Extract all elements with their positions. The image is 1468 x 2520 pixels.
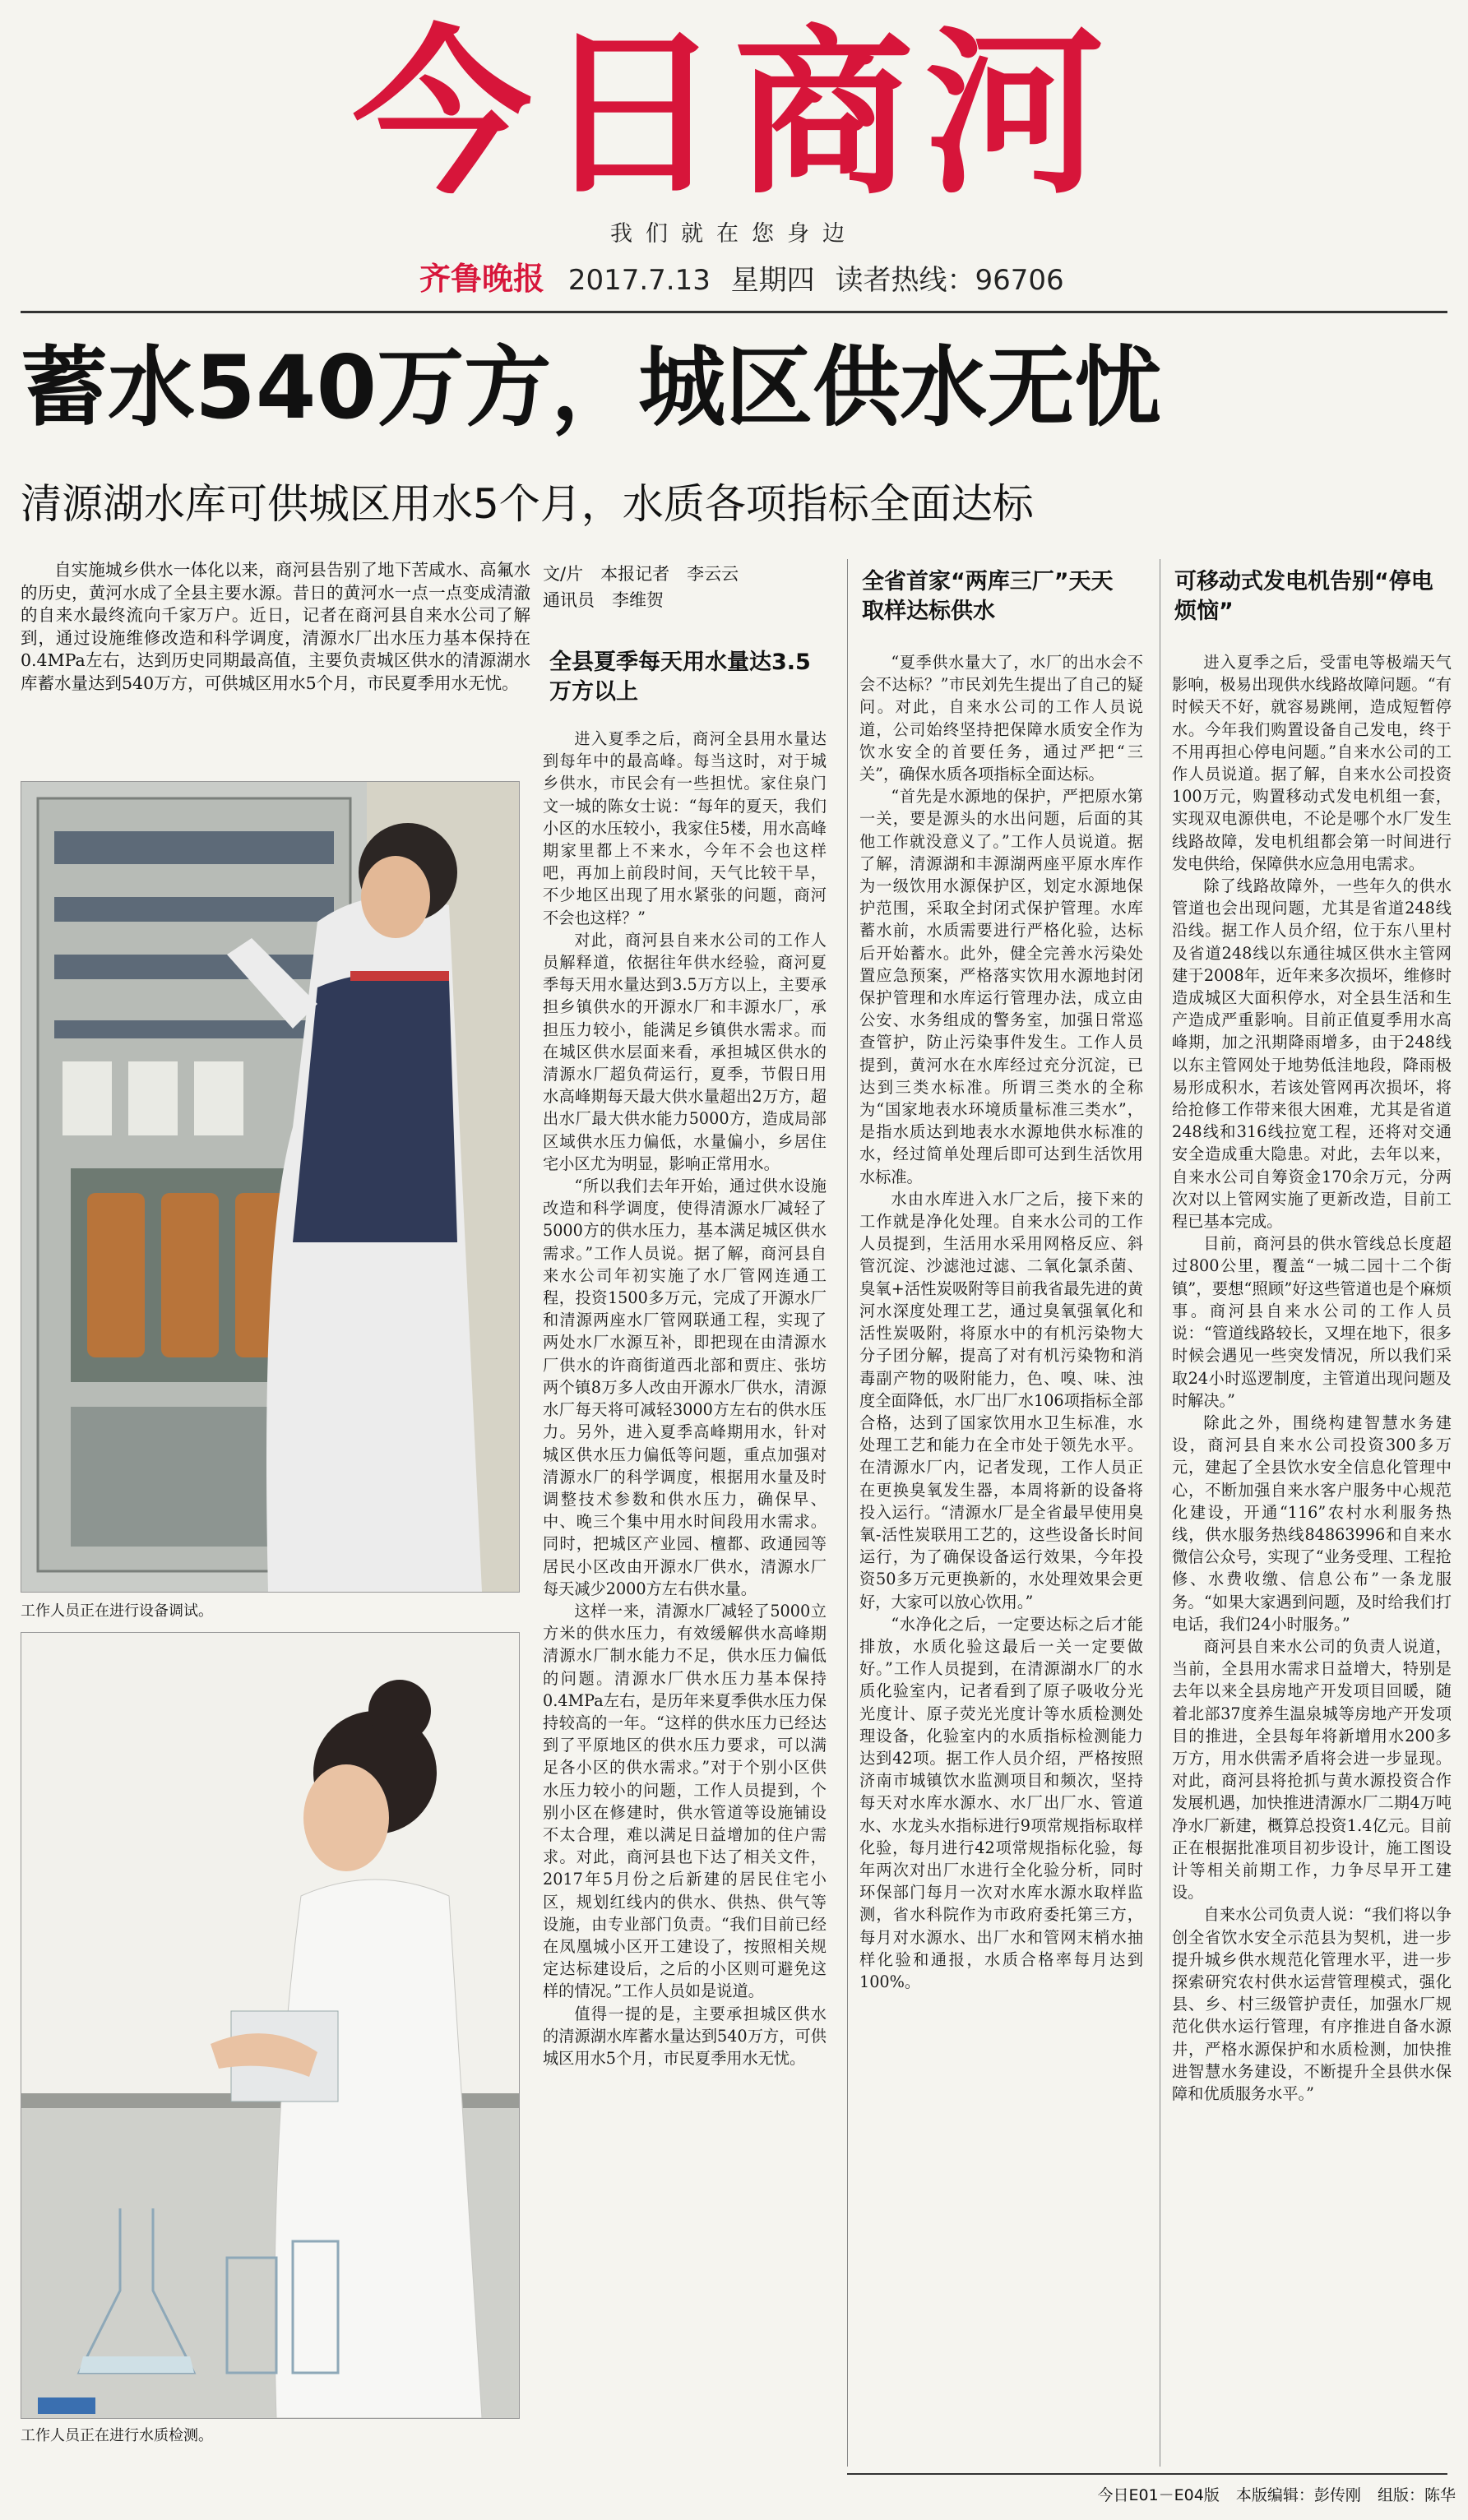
section-1-paragraph: “所以我们去年开始，通过供水设施改造和科学调度，使得清源水厂减轻了5000方的供水压力，基本满足城区供水需求。”工作人员说。据了解，商河县自来水公司年初实施了水厂管网连通工程，投资1500多万元，完成了开源水厂和清源两座水厂管网联通工程，实现了两处水厂水源互补，即把现在由清源水厂供水的许商街道西北部和贾庄、张坊两个镇8万多人改由开源水厂供水，清源水厂每天将可减轻3000方左右的供水压力。另外，进入夏季高峰期用水，针对城区供水压力偏低等问题，重点加强对清源水厂的科学调度，根据用水量及时调整技术参数和供水压力，确保早、中、晚三个集中用水时间段用水需求。同时，把城区产业园、檀都、政通园等居民小区改由开源水厂供水，清源水厂每天减少2000方左右供水量。 bbox=[543, 1177, 827, 1598]
page-footer bbox=[1061, 2483, 1456, 2505]
issue-date: 2017.7.13 bbox=[567, 264, 711, 297]
footer-rule bbox=[847, 2473, 1447, 2475]
section-3-paragraph: 商河县自来水公司的负责人说道，当前，全县用水需求日益增大，特别是去年以来全县房地产开发项目回暖，随着北部37度养生温泉城等房地产开发项目的推进，全县每年将新增用水200多万方，用水供需矛盾将会进一步显现。对此，商河县将抢抓与黄水源投资合作发展机遇，加快推进清源水厂二期4万吨净水厂新建，概算总投资1.4亿元。目前正在根据批准项目初步设计，施工图设计等相关前期工作，力争尽早开工建设。 bbox=[1172, 1636, 1452, 1903]
section-3-body bbox=[1172, 651, 1452, 2462]
section-1-paragraph: 这样一来，清源水厂减轻了5000立方米的供水压力，有效缓解供水高峰期清源水厂制水能力不足，供水压力偏低的问题。清源水厂供水压力基本保持0.4MPa左右，是历年来夏季供水压力保持较高的一年。“这样的供水压力已经达到了平原地区的供水压力要求，可以满足各小区的供水需求。”对于个别小区供水压力较小的问题，工作人员提到，个别小区在修建时，供水管道等设施铺设不太合理，难以满足日益增加的住户需求。对此，商河县也下达了相关文件，2017年5月份之后新建的居民住宅小区，规划红线内的供水、供热、供气等设施，由专业部门负责。“我们目前已经在凤凰城小区开工建设了，按照相关规定达标建设后，之后的小区则可避免这样的情况。”工作人员如是说道。 bbox=[543, 1601, 827, 2001]
section-2-paragraph: 水由水库进入水厂之后，接下来的工作就是净化处理。自来水公司的工作人员提到，生活用水采用网格反应、斜管沉淀、沙滤池过滤、二氧化氯杀菌、臭氧+活性炭吸附等目前我省最先进的黄河水深度处理工艺，通过臭氧强氧化和活性炭吸附，将原水中的有机污染物大分子团分解，提高了对有机污染物和消毒副产物的吸附能力，色、嗅、味、浊度全面降低，水厂出厂水106项指标全部合格，达到了国家饮用水卫生标准，水处理工艺和能力在全市处于领先水平。在清源水厂内，记者发现，工作人员正在更换臭氧发生器，本周将新的设备将投入运行。“清源水厂是全省最早使用臭氧-活性炭联用工艺的，这些设备长时间运行，为了确保设备运行效果，今年投资50多万元更换新的，水处理效果会更好，大家可以放心饮用。” bbox=[859, 1189, 1143, 1611]
footer-editor: 本版编辑：彭传刚 bbox=[1235, 2486, 1361, 2504]
subheadline: 清源湖水库可供城区用水5个月，水质各项指标全面达标 bbox=[21, 480, 1034, 528]
photo-1-caption: 工作人员正在进行设备调试。 bbox=[21, 1602, 213, 1620]
issue-weekday: 星期四 bbox=[730, 264, 815, 297]
footer-layout: 组版：陈华 bbox=[1377, 2486, 1456, 2504]
masthead-slogan: 我们就在您身边 bbox=[610, 221, 858, 247]
section-2-paragraph: “首先是水源地的保护，严把原水第一关，要是源头的水出问题，后面的其他工作就没意义了。”工作人员说道。据了解，清源湖和丰源湖两座平原水库作为一级饮用水源保护区，划定水源地保护范围，采取全封闭式保护管理。水库蓄水前，水质需要进行严格化验，达标后开始蓄水。此外，健全完善水污染处置应急预案，严格落实饮用水源地封闭保护管理和水库运行管理办法，成立由公安、水务组成的警务室，加强日常巡查管护，防止污染事件发生。工作人员提到，黄河水在水库经过充分沉淀，已达到三类水标准。所谓三类水的全称为“国家地表水环境质量标准三类水”，是指水质达到地表水水源地供水标准的水，经过简单处理后即可达到生活饮用水标准。 bbox=[859, 787, 1143, 1186]
section-3-paragraph: 自来水公司负责人说：“我们将以争创全省饮水安全示范县为契机，进一步提升城乡供水规范化管理水平，进一步探索研究农村供水运营管理模式，强化县、乡、村三级管护责任，加强水厂规范化供水运行管理，有序推进自备水源井，严格水源保护和水质检测，加快推进智慧水务建设，不断提升全县供水保障和优质服务水平。” bbox=[1172, 1905, 1452, 2103]
section-2-body bbox=[859, 651, 1143, 2462]
photo-2-caption: 工作人员正在进行水质检测。 bbox=[21, 2427, 213, 2444]
lead-paragraph: 自实施城乡供水一体化以来，商河县告别了地下苦咸水、高氟水的历史，黄河水成了全县主要水源。昔日的黄河水一点一点变成清澈的自来水最终流向千家万户。近日，记者在商河县自来水公司了解到，通过设施维修改造和科学调度，清源水厂出水压力基本保持在0.4MPa左右，达到历史同期最高值，主要负责城区供水的清源湖水库蓄水量达到540万方，可供城区用水5个月，市民夏季用水无忧。 bbox=[21, 560, 530, 693]
masthead-title: 今日商河 bbox=[352, 11, 1116, 219]
photo-equipment-debugging bbox=[21, 781, 520, 1593]
masthead-rule bbox=[21, 311, 1447, 313]
headline: 蓄水540万方，城区供水无忧 bbox=[21, 337, 1162, 438]
byline bbox=[543, 561, 864, 613]
reader-hotline: 读者热线：96706 bbox=[835, 264, 1064, 297]
section-3-paragraph: 进入夏季之后，受雷电等极端天气影响，极易出现供水线路故障问题。“有时候天不好，就容易跳闸，造成短暂停水。今年我们购置设备自己发电，终于不用再担心停电问题。”自来水公司的工作人员说道。据了解，自来水公司投资100万元，购置移动式发电机组一套，实现双电源供电，不论是哪个水厂发生线路故障，发电机组都会第一时间进行发电供给，保障供水应急用电需求。 bbox=[1172, 653, 1452, 873]
byline-reporter: 文/片 本报记者 李云云 bbox=[543, 564, 739, 584]
footer-page: 今日E01－E04版 bbox=[1097, 2486, 1220, 2504]
section-1-paragraph: 值得一提的是，主要承担城区供水的清源湖水库蓄水量达到540万方，可供城区用水5个月，市民夏季用水无忧。 bbox=[543, 2004, 827, 2068]
section-1-paragraph: 进入夏季之后，商河全县用水量达到每年中的最高峰。每当这时，对于城乡供水，市民会有一些担忧。家住泉门文一城的陈女士说：“每年的夏天，我们小区的水压较小，我家住5楼，用水高峰期家里都上不来水，今年不会也这样吧，再加上前段时间，天气比较干旱，不少地区出现了用水紧张的问题，商河不会也这样？” bbox=[543, 729, 827, 927]
section-3-paragraph: 除了线路故障外，一些年久的供水管道也会出现问题，尤其是省道248线沿线。据工作人员介绍，位于东八里村及省道248线以东通往城区供水主管网建于2008年，近年来多次损坏，维修时造成城区大面积停水，对全县生活和生产造成严重影响。目前正值夏季用水高峰期，加之汛期降雨增多，由于248线以东主管网处于地势低洼地段，降雨极易形成积水，若该处管网再次损坏，将给抢修工作带来很大困难，尤其是省道248线和316线拉宽工程，还将对交通安全造成重大隐患。对此，去年以来，自来水公司自筹资金170余万元，分两次对以上管网实施了更新改造，目前工程已基本完成。 bbox=[1172, 876, 1452, 1232]
section-1-heading: 全县夏季每天用水量达3.5万方以上 bbox=[549, 650, 811, 705]
section-2-paragraph: “夏季供水量大了，水厂的出水会不会不达标？”市民刘先生提出了自己的疑问。对此，自来水公司的工作人员说道，公司始终坚持把保障水质安全作为饮水安全的首要任务，通过严把“三关”，确保水质各项指标全面达标。 bbox=[859, 653, 1143, 784]
paper-name: 齐鲁晚报 bbox=[419, 260, 545, 297]
section-3-paragraph: 目前，商河县的供水管线总长度超过800公里，覆盖“一城二园十二个街镇”，要想“照顾”好这些管道也是个麻烦事。商河县自来水公司的工作人员说：“管道线路较长，又埋在地下，很多时候会遇见一些突发情况，所以我们采取24小时巡逻制度，主管道出现问题及时解决。” bbox=[1172, 1234, 1452, 1410]
dateline bbox=[419, 253, 1160, 297]
byline-correspondent: 通讯员 李维贺 bbox=[543, 590, 664, 610]
section-2-heading: 全省首家“两库三厂”天天取样达标供水 bbox=[862, 569, 1114, 624]
photo-lab-illustration bbox=[21, 1633, 519, 2418]
section-3-heading: 可移动式发电机告别“停电烦恼” bbox=[1174, 569, 1433, 624]
section-1-paragraph: 对此，商河县自来水公司的工作人员解释道，依据往年供水经验，商河夏季每天用水量达到3.5万方以上，主要承担乡镇供水的开源水厂和丰源水厂，承担压力较小，能满足乡镇供水需求。而在城区供水层面来看，承担城区供水的清源水厂超负荷运行，夏季，节假日用水高峰期每天最大供水量超出2万方，超出水厂最大供水能力5000方，造成局部区域供水压力偏低，水量偏小，乡居住宅小区尤为明显，影响正常用水。 bbox=[543, 930, 827, 1173]
section-1-body bbox=[543, 728, 827, 2462]
column-divider bbox=[847, 559, 848, 2467]
photo-equipment-illustration bbox=[21, 782, 519, 1592]
section-3-paragraph: 除此之外，围绕构建智慧水务建设，商河县自来水公司投资300多万元，建起了全县饮水安全信息化管理中心，不断加强自来水客户服务中心规范化建设，开通“116”农村水利服务热线，供水服务热线84863996和自来水微信公众号，实现了“业务受理、工程抢修、水费收缴、信息公布”一条龙服务。“如果大家遇到问题，及时给我们打电话，我们24小时服务。” bbox=[1172, 1413, 1452, 1634]
section-2-paragraph: “水净化之后，一定要达标之后才能排放，水质化验这最后一关一定要做好。”工作人员提到，在清源湖水厂的水质化验室内，记者看到了原子吸收分光光度计、原子荧光光度计等水质检测处理设备，化验室内的水质指标检测能力达到42项。据工作人员介绍，严格按照济南市城镇饮水监测项目和频次，坚持每天对水库水源水、水厂出厂水、管道水、水龙头水指标进行9项常规指标取样化验，每月进行42项常规指标化验，每年两次对出厂水进行全化验分析，同时环保部门每月一次对水库水源水取样监测，省水科院作为市政府委托第三方，每月对水源水、出厂水和管网末梢水抽样化验和通报，水质合格率每月达到100%。 bbox=[859, 1614, 1143, 1991]
photo-water-testing bbox=[21, 1632, 520, 2419]
